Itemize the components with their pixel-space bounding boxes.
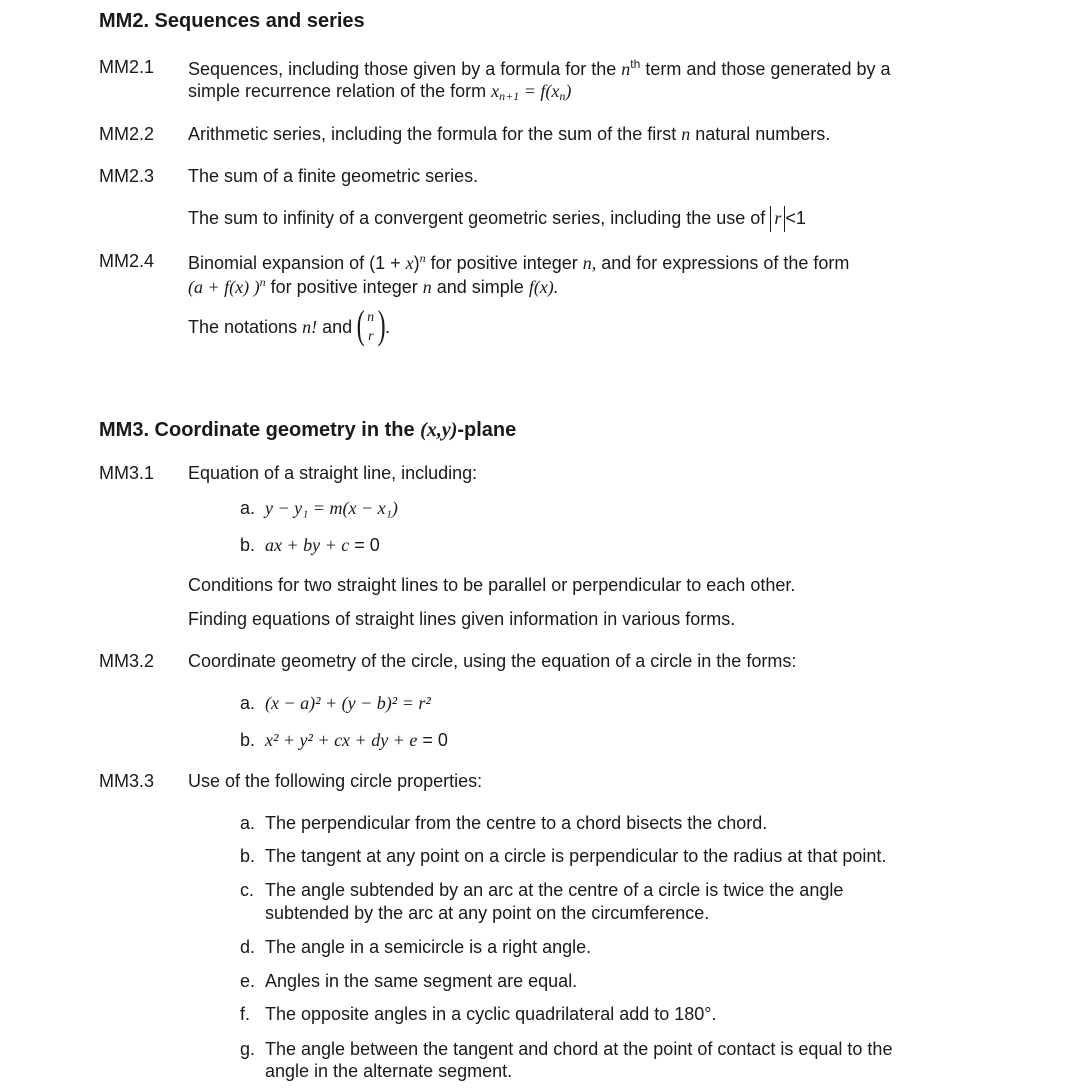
math: = f(x (519, 81, 560, 101)
text: Binomial expansion of (1 + (188, 253, 401, 273)
math-x: x (405, 253, 414, 273)
math: x (491, 81, 500, 101)
property-text: The tangent at any point on a circle is perpendicular to the radius at that point. (265, 846, 887, 866)
code-mm2-3: MM2.3 (99, 166, 155, 186)
math: ax + by + c (265, 535, 350, 555)
list-label: c. (240, 880, 255, 900)
formula (265, 535, 380, 556)
section-heading-mm2: MM2. Sequences and series (99, 10, 365, 32)
text: and simple (436, 277, 524, 297)
property-text: The opposite angles in a cyclic quadrilateral add to 180°. (265, 1004, 717, 1024)
text: The notations (188, 316, 298, 337)
list-label: g. (240, 1039, 256, 1059)
binomial-coefficient: ( ) n r (356, 302, 386, 347)
mm3-2-text: Coordinate geometry of the circle, using the equation of a circle in the forms: (188, 651, 797, 671)
code-mm2-1: MM2.1 (99, 57, 155, 77)
text: -plane (457, 419, 517, 441)
list-label: f. (240, 1004, 251, 1024)
list-label: d. (240, 937, 256, 957)
math-n: n (422, 277, 432, 297)
property-b (240, 846, 887, 867)
math-r: r (774, 208, 782, 228)
property-text: The angle in a semicircle is a right angle. (265, 937, 592, 957)
mm2-1-line1 (188, 57, 890, 80)
property-text: The perpendicular from the centre to a chord bisects the chord. (265, 813, 768, 833)
mm3-3-text: Use of the following circle properties: (188, 771, 483, 791)
math: (a + f(x) ) (188, 277, 260, 297)
math: f(x). (528, 277, 559, 297)
mm3-2-a (240, 693, 431, 714)
list-label: e. (240, 971, 256, 991)
mm2-4-line1 (188, 251, 849, 274)
property-c (240, 880, 844, 901)
abs-value (770, 208, 785, 229)
property-text: The angle subtended by an arc at the centre of a circle is twice the angle (265, 880, 844, 900)
mm3-1-para1: Conditions for two straight lines to be parallel or perpendicular to each other. (188, 575, 796, 595)
superscript: th (630, 57, 641, 71)
recurrence-formula (491, 81, 571, 101)
property-text: angle in the alternate segment. (265, 1061, 513, 1081)
math: ) (565, 81, 572, 101)
list-label: b. (240, 846, 256, 866)
binom-bottom: r (368, 329, 374, 344)
formula (265, 730, 448, 751)
code-mm2-2: MM2.2 (99, 124, 155, 144)
text: Arithmetic series, including the formula for the sum of the first (188, 124, 677, 144)
mm3-2-b (240, 730, 448, 751)
mm3-1-a (240, 498, 398, 519)
text: natural numbers. (695, 124, 831, 144)
math-n: n, (582, 253, 597, 273)
mm2-3-text2 (188, 208, 806, 229)
property-g (240, 1039, 893, 1060)
mm3-1-b (240, 535, 380, 556)
property-d (240, 937, 592, 958)
code-mm3-1: MM3.1 (99, 463, 155, 483)
text: ) (413, 253, 420, 273)
list-label: a. (240, 813, 256, 833)
mm2-2-text (188, 124, 830, 145)
mm2-4-line3 (188, 302, 391, 347)
text: = 0 (417, 730, 448, 750)
text: . (385, 316, 391, 337)
mm3-1-para2: Finding equations of straight lines given information in various forms. (188, 609, 736, 629)
text: = 0 (349, 535, 380, 555)
code-mm3-3: MM3.3 (99, 771, 155, 791)
math-n: n (621, 59, 631, 79)
list-label: b. (240, 535, 256, 555)
text: Sequences, including those given by a formula for the (188, 59, 617, 79)
mm2-3-text: The sum of a finite geometric series. (188, 166, 479, 186)
formula: (x − a)² + (y − b)² = r² (265, 693, 431, 713)
property-text: subtended by the arc at any point on the circumference. (265, 903, 710, 923)
math: (x,y) (420, 419, 458, 441)
binom-top: n (367, 310, 375, 325)
math-n-factorial: n! (302, 316, 318, 337)
list-label: a. (240, 498, 256, 518)
superscript: n (419, 251, 426, 265)
math-n: n (681, 124, 691, 144)
section-heading-mm3 (99, 419, 516, 442)
mm3-1-text: Equation of a straight line, including: (188, 463, 478, 483)
list-label: b. (240, 730, 256, 750)
property-e (240, 971, 578, 992)
property-a (240, 813, 768, 834)
property-text: Angles in the same segment are equal. (265, 971, 578, 991)
subscript: n+1 (499, 89, 520, 103)
text: MM3. Coordinate geometry in the (99, 419, 415, 441)
text: for positive integer (430, 253, 578, 273)
text: simple recurrence relation of the form (188, 81, 487, 101)
text: <1 (785, 208, 806, 228)
code-mm2-4: MM2.4 (99, 251, 155, 271)
mm2-1-line2 (188, 81, 571, 104)
math: x² + y² + cx + dy + e (265, 730, 418, 750)
list-label: a. (240, 693, 256, 713)
property-text: The angle between the tangent and chord at the point of contact is equal to the (265, 1039, 893, 1059)
code-mm3-2: MM3.2 (99, 651, 155, 671)
property-f (240, 1004, 717, 1025)
text: and for expressions of the form (601, 253, 850, 273)
superscript: n (259, 275, 266, 289)
text: term and those generated by a (645, 59, 891, 79)
text: and (322, 316, 353, 337)
text: The sum to infinity of a convergent geometric series, including the use of (188, 208, 766, 228)
mm2-4-line2 (188, 275, 558, 298)
text: for positive integer (270, 277, 418, 297)
formula: y − y₁ = m(x − x₁) (265, 498, 398, 518)
subscript: n (559, 89, 566, 103)
